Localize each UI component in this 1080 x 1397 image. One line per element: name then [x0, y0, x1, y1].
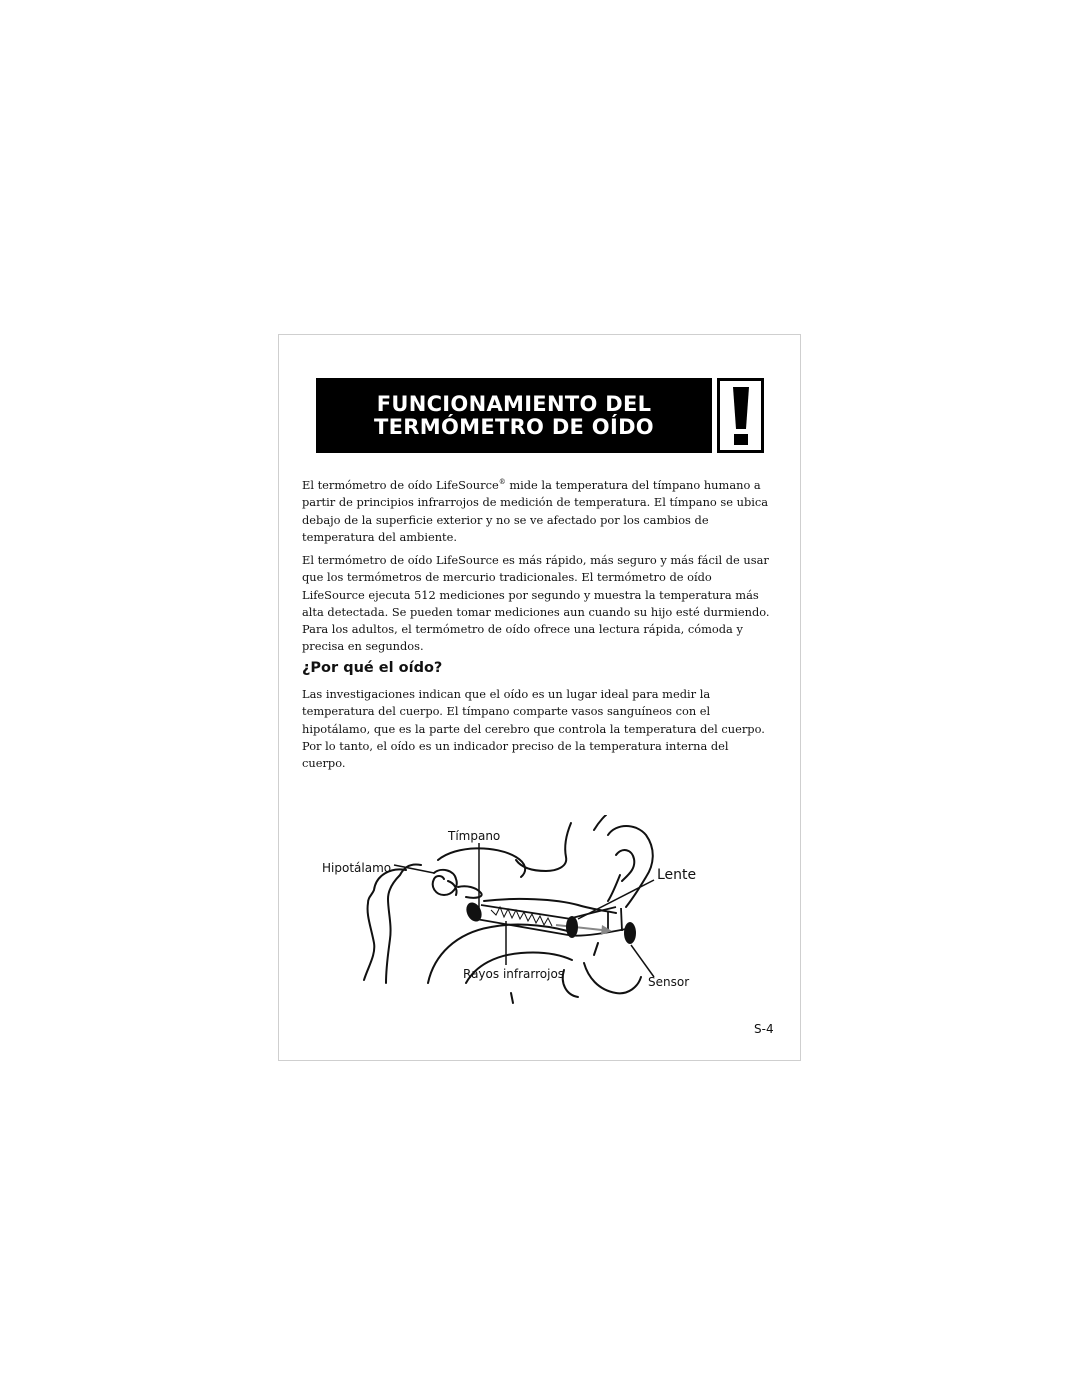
outer-ear: [608, 826, 653, 907]
hypothalamus-outline: [433, 870, 457, 895]
skull-outline: [364, 869, 406, 980]
intro-paragraph-1: [302, 477, 774, 546]
label-rayos-infrarrojos: Rayos infrarrojos: [463, 967, 565, 981]
leader-sensor: [631, 945, 654, 977]
why-ear-paragraph: Las investigaciones indican que el oído es un lugar ideal para medir la temperatura del cuerpo. El tímpano comparte vasos sanguíneos con el hipotálamo, que es la parte del cerebro que controla la temperatura del cuerpo. Por lo tanto, el oído es un indicador preciso de la temperatura interna del cuerpo.: [302, 687, 765, 771]
ear-canal-upper: [484, 899, 616, 913]
label-sensor: Sensor: [648, 975, 690, 989]
intro-p1-text-b: mide la temperatura del tímpano humano a partir de principios infrarrojos de medición de temperatura. El tímpano se ubica debajo de la superficie exterior y no se ve afectado por los cambios de temperatura del ambiente.: [302, 478, 769, 544]
banner-title-line-1: FUNCIONAMIENTO DEL: [376, 391, 652, 416]
exclamation-icon: [731, 385, 751, 447]
warning-box: [717, 378, 764, 453]
registered-mark: ®: [498, 478, 506, 487]
lens-shape: [566, 916, 578, 938]
banner-title: [316, 378, 712, 453]
intro-p1-text-a: El termómetro de oído LifeSource: [302, 478, 499, 492]
sensor-shape: [624, 922, 636, 944]
skull-inner: [386, 864, 421, 983]
intro-paragraph-2: El termómetro de oído LifeSource es más rápido, más seguro y más fácil de usar que los termómetros de mercurio tradicionales. El termómetro de oído LifeSource ejecuta 512 mediciones por segundo y muestra la temperatura más alta detectada. Se pueden tomar mediciones aun cuando su hijo esté durmiendo. Para los adultos, el termómetro de oído ofrece una lectura rápida, cómoda y precisa en segundos.: [302, 553, 770, 654]
why-ear-heading: ¿Por qué el oído?: [302, 660, 443, 676]
page-number: S-4: [754, 1022, 774, 1036]
label-lente: Lente: [657, 867, 697, 883]
section-banner: [316, 378, 764, 453]
label-hipotalamo: Hipotálamo: [322, 861, 392, 875]
banner-title-line-2: TERMÓMETRO DE OÍDO: [374, 414, 654, 439]
label-timpano: Tímpano: [448, 829, 501, 843]
